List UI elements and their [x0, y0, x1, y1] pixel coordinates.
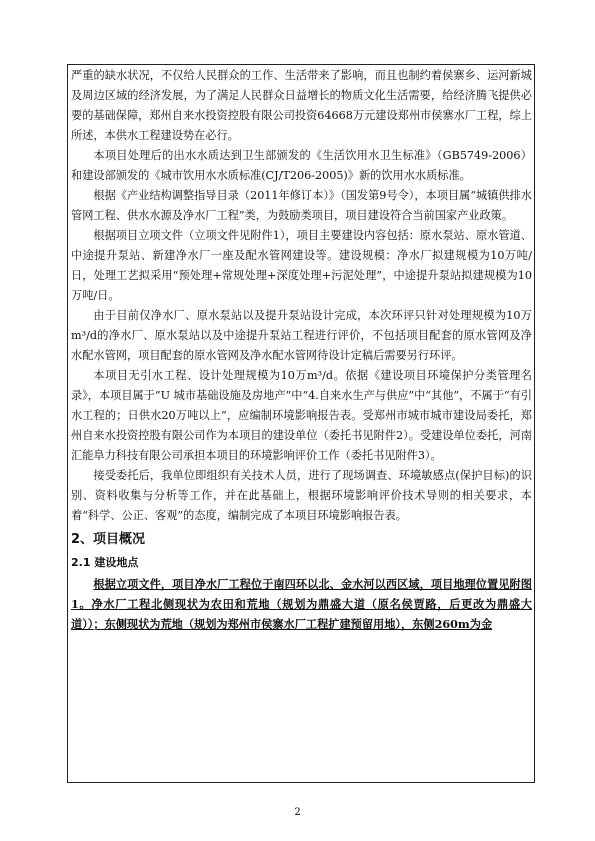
paragraph-construction-content: 根据项目立项文件（立项文件见附件1），项目主要建设内容包括：原水泵站、原水管道、中途提升泵站、新建净水厂一座及配水管网建设等。建设规模：净水厂拟建规模为10万吨/日，处理工艺拟采用“预处理+常规处理+深度处理+污泥处理”，中途提升泵站拟建规模为10万吨/日。	[71, 229, 532, 302]
paragraph-classification: 本项目无引水工程、设计处理规模为10万m³/d。依据《建设项目环境保护分类管理名录》，本项目属于“U 城市基础设施及房地产”中“4.自来水生产与供应”中“其他”，不属于“有引水工程的；日供水20万吨以上”，应编制环境影响报告表。受郑州市城市城市建设局委托，郑州自来水投资控股有限公司作为本项目的建设单位（委托书见附件2）。受建设单位委托，河南汇能阜力科技有限公司承担本项目的环境影响评价工作（委托书见附件3）。	[71, 369, 532, 462]
subsection-title: 2.1 建设地点	[71, 556, 139, 569]
paragraph-assessment-scope: 由于目前仅净水厂、原水泵站以及提升泵站设计完成，本次环评只针对处理规模为10万m³/d的净水厂、原水泵站以及中途提升泵站工程进行评价，不包括项目配套的原水管网及净水配水管网，项目配套的原水管网及净水配水管网待设计定稿后需要另行环评。	[71, 309, 532, 362]
page-number: 2	[294, 807, 301, 818]
paragraph-water-shortage: 严重的缺水状况，不仅给人民群众的工作、生活带来了影响，而且也制约着侯寨乡、运河新城及周边区域的经济发展，为了满足人民群众日益增长的物质文化生活需要，给经济腾飞提供必要的基础保障，郑州自来水投资控股有限公司投资64668万元建设郑州市侯寨水厂工程，综上所述，本供水工程建设势在必行。	[71, 69, 532, 142]
paragraph-industry-policy: 根据《产业结构调整指导目录（2011年修订本）》（国发第9号令），本项目属“城镇供排水管网工程、供水水源及净水厂工程”类，为鼓励类项目，项目建设符合当前国家产业政策。	[71, 189, 532, 222]
section-title: 2、项目概况	[71, 532, 146, 547]
document-body	[71, 66, 532, 634]
paragraph-location: 根据立项文件，项目净水厂工程位于南四环以北、金水河以西区域，项目地理位置见附图1。净水厂工程北侧现状为农田和荒地（规划为鼎盛大道（原名侯贾路，后更改为鼎盛大道））；东侧现状为荒地（规划为郑州市侯寨水厂工程扩建预留用地），东侧260m为金	[71, 577, 532, 631]
paragraph-water-standard: 本项目处理后的出水水质达到卫生部颁发的《生活饮用水卫生标准》（GB5749-2006）和建设部颁发的《城市饮用水水质标准(CJ/T206-2005)》新的饮用水水质标准。	[71, 149, 532, 182]
paragraph-commission: 接受委托后，我单位即组织有关技术人员，进行了现场调查、环境敏感点(保护目标)的识别、资料收集与分析等工作，并在此基础上，根据环境影响评价技术导则的相关要求，本着“科学、公正、客观”的态度，编制完成了本项目环境影响报告表。	[71, 469, 532, 522]
